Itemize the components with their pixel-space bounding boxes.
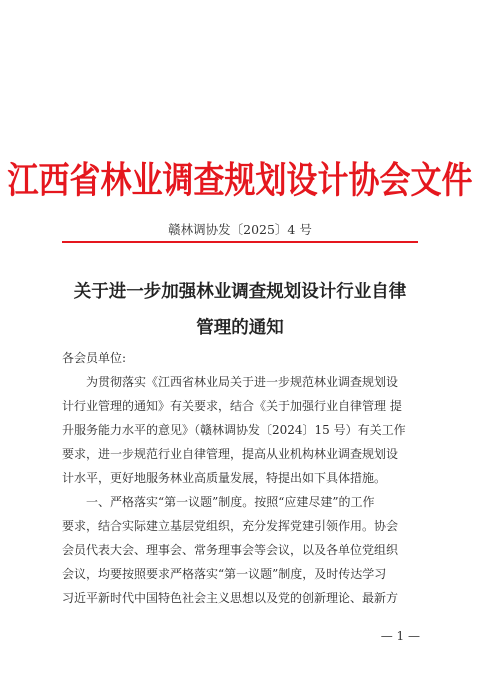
document-masthead: 江西省林业调查规划设计协会文件 — [7, 159, 473, 202]
page-number: — 1 — — [380, 629, 420, 643]
body-paragraph-1-line-1: 为贯彻落实《江西省林业局关于进一步规范林业调查规划设 — [86, 375, 399, 389]
body-paragraph-1-line-3: 升服务能力水平的意见》（赣林调协发〔2024〕15 号）有关工作 — [62, 423, 406, 437]
body-paragraph-2-line-5: 习近平新时代中国特色社会主义思想以及党的创新理论、最新方 — [62, 591, 399, 605]
notice-title-line-1: 关于进一步加强林业调查规划设计行业自律 — [73, 282, 407, 302]
body-paragraph-1-line-4: 要求，进一步规范行业自律管理，提高从业机构林业调查规划设 — [62, 447, 399, 461]
notice-title-line-2: 管理的通知 — [196, 318, 284, 338]
body-paragraph-2-line-2: 要求，结合实际建立基层党组织，充分发挥党建引领作用。协会 — [62, 519, 399, 533]
body-paragraph-2-line-3: 会员代表大会、理事会、常务理事会等会议，以及各单位党组织 — [62, 543, 399, 557]
salutation: 各会员单位: — [62, 351, 127, 365]
document-number: 赣林调协发〔2025〕4 号 — [168, 222, 312, 237]
body-paragraph-1-line-5: 计水平，更好地服务林业高质量发展，特提出如下具体措施。 — [62, 471, 387, 485]
red-divider-line — [62, 241, 418, 243]
body-paragraph-1-line-2: 计行业管理的通知》有关要求，结合《关于加强行业自律管理 提 — [62, 399, 402, 413]
body-paragraph-2-line-4: 会议，均要按照要求严格落实“第一议题”制度，及时传达学习 — [62, 567, 387, 581]
body-paragraph-2-line-1: 一、严格落实“第一议题”制度。按照“应建尽建”的工作 — [86, 495, 375, 509]
